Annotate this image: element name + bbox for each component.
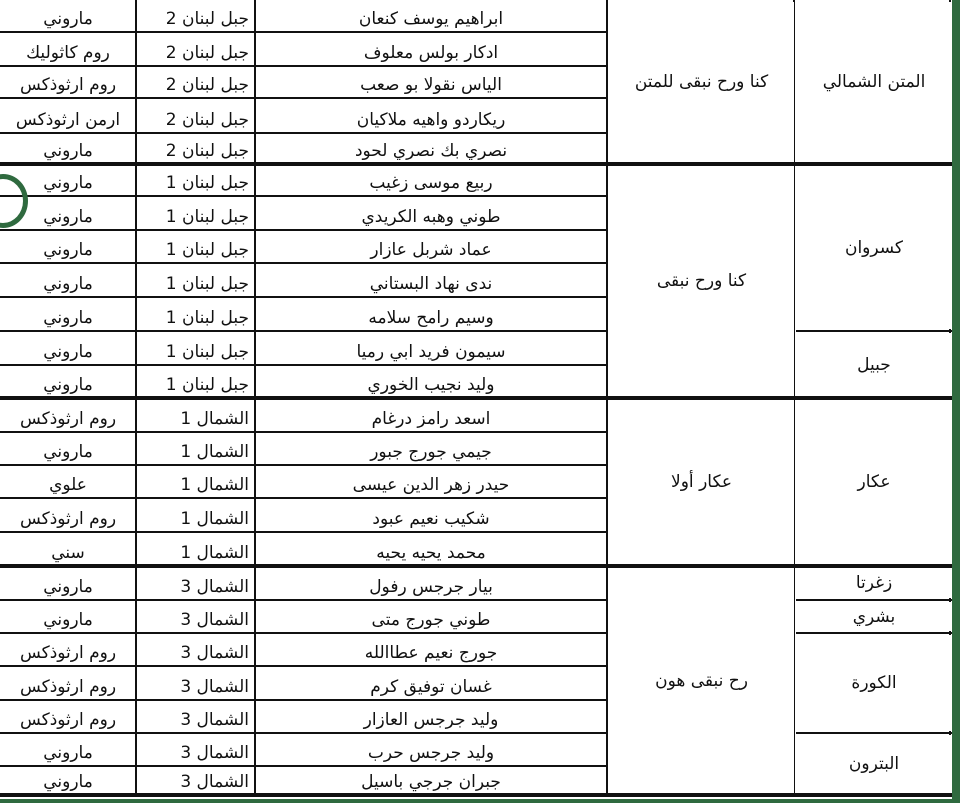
region-divider [796,732,952,734]
region-divider [796,599,952,601]
candidate-name-cell: طوني وهبه الكريدي [361,207,501,227]
row-divider [0,531,607,533]
sect-cell: روم ارثوذكس [19,643,117,663]
row-divider [0,262,607,264]
district-cell: جبل لبنان 2 [165,110,249,130]
district-cell: جبل لبنان 2 [165,141,249,161]
row-divider [0,65,607,67]
row-divider [0,699,607,701]
region-cell: عكار [796,400,952,564]
sect-cell: روم ارثوذكس [19,710,117,730]
sect-cell: ماروني [43,274,93,294]
sect-cell: ماروني [43,207,93,227]
district-cell: جبل لبنان 1 [165,240,249,260]
candidate-name-cell: وليد نجيب الخوري [367,375,495,395]
row-divider [0,497,607,499]
region-divider [796,632,952,634]
row-divider [0,229,607,231]
row-divider [0,195,607,197]
sect-cell: روم ارثوذكس [19,409,117,429]
sect-cell: ماروني [43,577,93,597]
district-cell: الشمال 3 [180,772,249,792]
row-divider [0,599,607,601]
list-name-cell: عكار أولا [609,400,794,564]
list-name-cell: رح نبقى هون [609,568,794,793]
region-cell: بشري [796,602,952,631]
row-divider [0,665,607,667]
candidate-name-cell: ادكار بولس معلوف [363,43,499,63]
candidate-name-cell: ندى نهاد البستاني [369,274,493,294]
candidate-name-cell: عماد شربل عازار [370,240,492,260]
sect-cell: ماروني [43,141,93,161]
district-cell: جبل لبنان 1 [165,207,249,227]
sect-cell: روم ارثوذكس [19,75,117,95]
candidate-name-cell: نصري بك نصري لحود [354,141,508,161]
region-cell: كسروان [796,166,952,329]
sect-cell: ماروني [43,342,93,362]
sect-cell: روم كاثوليك [26,43,110,63]
candidate-name-cell: اسعد رامز درغام [371,409,491,429]
district-cell: الشمال 3 [180,577,249,597]
row-divider [0,132,607,134]
row-divider [0,431,607,433]
district-cell: الشمال 1 [180,475,249,495]
sect-cell: ارمن ارثوذكس [15,110,121,130]
candidate-name-cell: محمد يحيه يحيه [376,543,486,563]
district-cell: الشمال 3 [180,643,249,663]
candidate-name-cell: جورج نعيم عطاالله [364,643,498,663]
district-cell: جبل لبنان 1 [165,173,249,193]
candidate-name-cell: شكيب نعيم عبود [372,509,490,529]
sect-cell: ماروني [43,240,93,260]
region-cell: المتن الشمالي [796,2,952,162]
district-column-divider [254,0,256,797]
candidate-name-cell: ربيع موسى زغيب [369,173,493,193]
candidate-name-cell: وليد جرجس العازار [363,710,499,730]
list-name-cell: كنا ورح نبقى [609,166,794,396]
sect-cell: ماروني [43,308,93,328]
candidate-name-cell: بيار جرجس رفول [369,577,493,597]
row-divider [0,296,607,298]
candidate-name-cell: طوني جورج متى [371,610,491,630]
row-divider [0,31,607,33]
region-divider [796,330,952,332]
region-cell: البترون [796,735,952,793]
district-cell: الشمال 1 [180,543,249,563]
district-cell: الشمال 1 [180,409,249,429]
row-divider [0,464,607,466]
sect-cell: ماروني [43,743,93,763]
district-cell: جبل لبنان 2 [165,75,249,95]
right-green-border [952,0,960,803]
candidate-name-cell: وسيم رامح سلامه [368,308,494,328]
candidate-name-cell: ريكاردو واهيه ملاكيان [356,110,506,130]
sect-cell: ماروني [43,772,93,792]
district-cell: جبل لبنان 1 [165,274,249,294]
row-divider [0,632,607,634]
row-divider [0,732,607,734]
region-cell: زغرتا [796,568,952,598]
sect-cell: سني [51,543,85,563]
candidate-name-cell: وليد جرجس حرب [367,743,495,763]
sect-column-divider [135,0,137,797]
district-cell: الشمال 3 [180,677,249,697]
sect-cell: علوي [49,475,87,495]
bottom-green-border [0,799,960,803]
sect-cell: ماروني [43,442,93,462]
sect-cell: روم ارثوذكس [19,509,117,529]
table-bottom-border [0,793,952,797]
row-divider [0,364,607,366]
district-cell: جبل لبنان 1 [165,375,249,395]
sect-cell: روم ارثوذكس [19,677,117,697]
district-cell: الشمال 3 [180,743,249,763]
region-cell: الكورة [796,635,952,731]
candidate-name-cell: جبران جرجي باسيل [361,772,501,792]
candidate-name-cell: جيمي جورج جبور [370,442,492,462]
district-cell: الشمال 3 [180,610,249,630]
row-divider [0,330,607,332]
district-cell: الشمال 3 [180,710,249,730]
candidate-name-cell: غسان توفيق كرم [370,677,492,697]
district-cell: جبل لبنان 1 [165,308,249,328]
district-cell: الشمال 1 [180,442,249,462]
list-name-cell: كنا ورح نبقى للمتن [609,2,794,162]
candidate-name-cell: حيدر زهر الدين عيسى [352,475,510,495]
row-divider [0,765,607,767]
sect-cell: ماروني [43,173,93,193]
candidate-name-cell: الياس نقولا بو صعب [360,75,502,95]
district-cell: جبل لبنان 2 [165,43,249,63]
candidate-name-cell: سيمون فريد ابي رميا [356,342,506,362]
row-divider [0,97,607,99]
district-cell: جبل لبنان 1 [165,342,249,362]
sect-cell: ماروني [43,610,93,630]
name-column-divider [606,0,608,797]
district-cell: جبل لبنان 2 [165,9,249,29]
sect-cell: ماروني [43,9,93,29]
candidate-name-cell: ابراهيم يوسف كنعان [358,9,504,29]
district-cell: الشمال 1 [180,509,249,529]
region-cell: جبيل [796,333,952,396]
sect-cell: ماروني [43,375,93,395]
